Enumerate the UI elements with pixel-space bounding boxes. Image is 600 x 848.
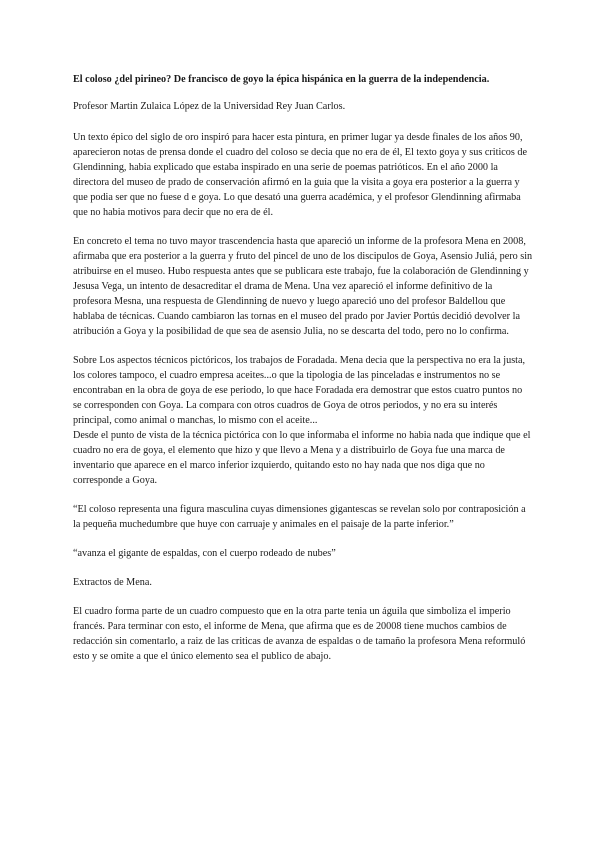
paragraph-intro: Un texto épico del siglo de oro inspiró para hacer esta pintura, en primer lugar ya desde finales de los años 90, aparecieron notas de prensa donde el cuadro del coloso se decia que no era de él, El texto goya y sus criticos de Glendinning, habia explicado que estaba inspirado en una serie de poemas patrióticos. En el año 2000 la directora del museo de prado de conservación afirmó en la guia que la visita a goya era posterior a la guerra y que podia ser que no fuese d e goya. Lo que desató una guerra académica, y el profesor Glendinning afirmaba que no habia motivos para decir que no era de él. — [73, 132, 528, 218]
paragraph-technical-aspects: Sobre Los aspectos técnicos pictóricos, los trabajos de Foradada. Mena decia que la perspectiva no era la justa, los colores tampoco, el cuadro empresa aceites...o que la tipologia de las pinceladas e instrumentos no se encontraban en la obra de goya de ese periodo, lo que hace Foradada era demostrar que estos cuatro puntos no se corresponden con Goya. La compara con otros cuadros de Goya de otros periodos, y no era su interés principal, como animal o manchas, lo mismo con el aceite... — [73, 355, 526, 426]
paragraph-conclusion: El cuadro forma parte de un cuadro compuesto que en la otra parte tenia un águila que simboliza el imperio francés. Para terminar con esto, el informe de Mena, que afirma que es de 20008 tiene muchos cambios de redacción sin comentarlo, a raiz de las criticas de avanza de espaldas o de tamaño la profesora Mena reformuló esto y se omite a que el único elemento sea el publico de abajo. — [73, 606, 526, 662]
document-title: El coloso ¿del pirineo? De francisco de goyo la épica hispánica en la guerra de la independencia. — [73, 74, 490, 85]
quote-colossus-description: “El coloso representa una figura masculina cuyas dimensiones gigantescas se revelan solo por contraposición a la pequeña muchedumbre que huye con carruaje y animales en el paisaje de la parte inferior.” — [73, 504, 526, 530]
paragraph-inventory-mark: Desde el punto de vista de la técnica pictórica con lo que informaba el informe no habia nada que indique que el cuadro no era de goya, el elemento que hizo y que llevo a Mena y a distribuirlo de Goya fue una marca de inventario que aparece en el marco inferior izquierdo, quitando esto no hay nada que nos diga que no corresponde a Goya. — [73, 430, 531, 486]
document-body — [73, 72, 533, 678]
paragraph-attribution-history: En concreto el tema no tuvo mayor trascendencia hasta que apareció un informe de la profesora Mena en 2008, afirmaba que era posterior a la guerra y fruto del pincel de uno de los discipulos de Goya, Asensio Juliá, pero sin atribuirse en el museo. Hubo respuesta antes que se publicara este trabajo, fue la colaboración de Glendinning y Jesusa Vega, un intento de desacreditar el drama de Mena. Una vez apareció el informe definitivo de la profesora Mesna, una respuesta de Glendinning de nuevo y luego apareció uno del profesor Baldellou que hablaba de técnicas. Cuando cambiaron las tornas en el museo del prado por Javier Portús decidió devolver la atribución a Goya y la posibilidad de que sea de asensio Julia, no se descarta del todo, pero no lo confirma. — [73, 236, 533, 337]
quote-giant-advances: “avanza el gigante de espaldas, con el cuerpo rodeado de nubes” — [73, 548, 336, 559]
paragraph-mena-extracts-label: Extractos de Mena. — [73, 577, 152, 588]
document-author: Profesor Martin Zulaica López de la Universidad Rey Juan Carlos. — [73, 101, 346, 112]
